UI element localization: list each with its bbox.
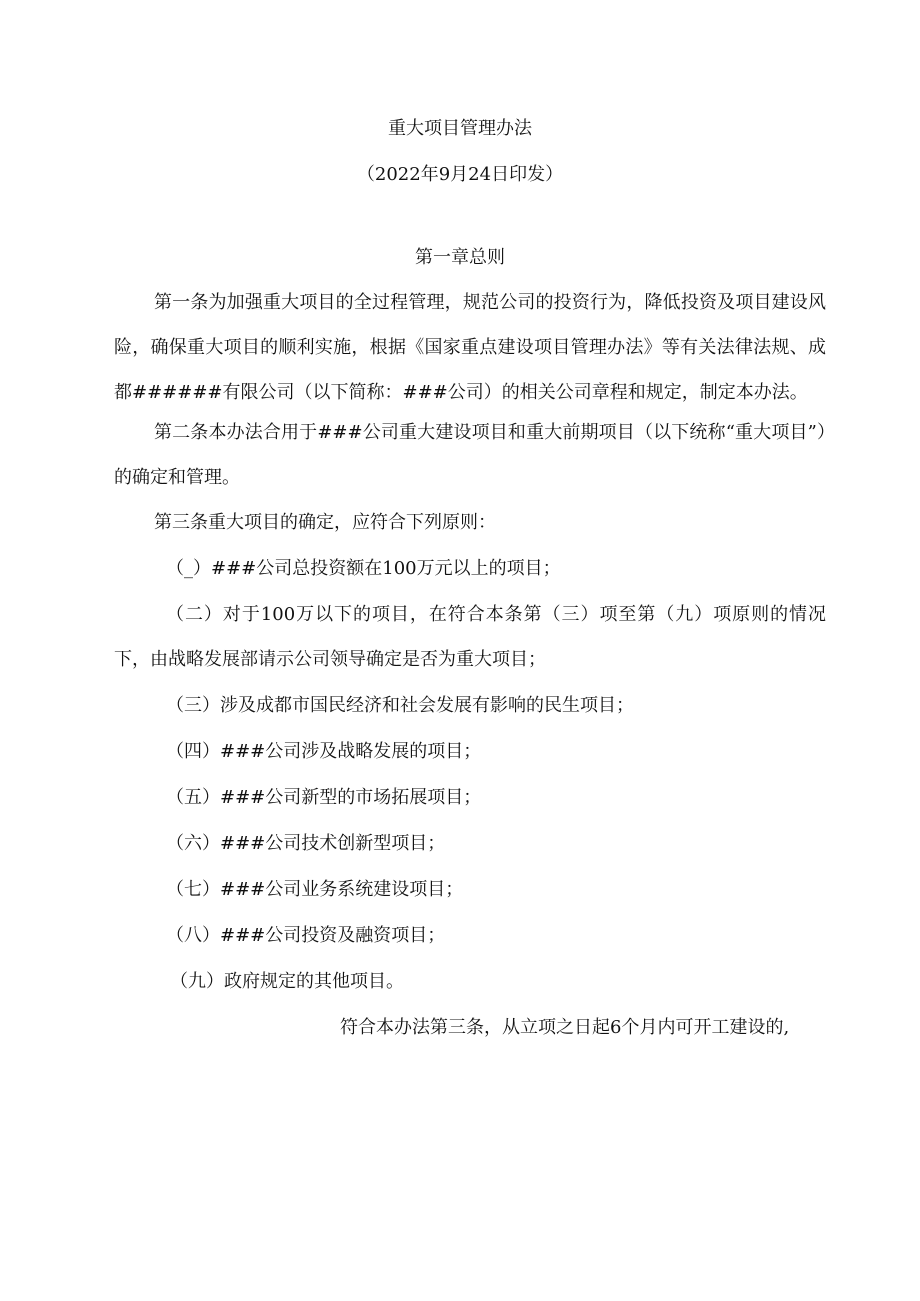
list-item-1: （_）###公司总投资额在100万元以上的项目； xyxy=(166,558,561,579)
chapter-heading: 第一章总则 xyxy=(415,247,505,268)
article-2: 第二条本办法合用于###公司重大建设项目和重大前期项目（以下统称“重大项目”）的确定和管理。 xyxy=(114,422,826,488)
list-item-5: （五）###公司新型的市场拓展项目； xyxy=(166,787,482,808)
article-1: 第一条为加强重大项目的全过程管理，规范公司的投资行为，降低投资及项目建设风险，确保重大项目的顺利实施，根据《国家重点建设项目管理办法》等有关法律法规、成都######有限公司（以下简称：###公司）的相关公司章程和规定，制定本办法。 xyxy=(114,292,826,403)
article-3: 第三条重大项目的确定，应符合下列原则： xyxy=(154,512,496,533)
list-item-9: （九）政府规定的其他项目。 xyxy=(170,971,404,992)
continuation-text: 符合本办法第三条，从立项之日起6个月内可开工建设的, xyxy=(340,1017,790,1038)
list-item-2: （二）对于100万以下的项目，在符合本条第（三）项至第（九）项原则的情况下，由战略发展部请示公司领导确定是否为重大项目； xyxy=(114,604,826,670)
list-item-3: （三）涉及成都市国民经济和社会发展有影响的民生项目； xyxy=(166,695,634,716)
document-subtitle: （2022年9月24日印发） xyxy=(356,164,564,185)
list-item-7: （七）###公司业务系统建设项目； xyxy=(166,879,464,900)
list-item-4: （四）###公司涉及战略发展的项目； xyxy=(166,741,482,762)
list-item-8: （八）###公司投资及融资项目； xyxy=(166,925,446,946)
document-title: 重大项目管理办法 xyxy=(388,118,532,139)
list-item-6: （六）###公司技术创新型项目； xyxy=(166,833,446,854)
